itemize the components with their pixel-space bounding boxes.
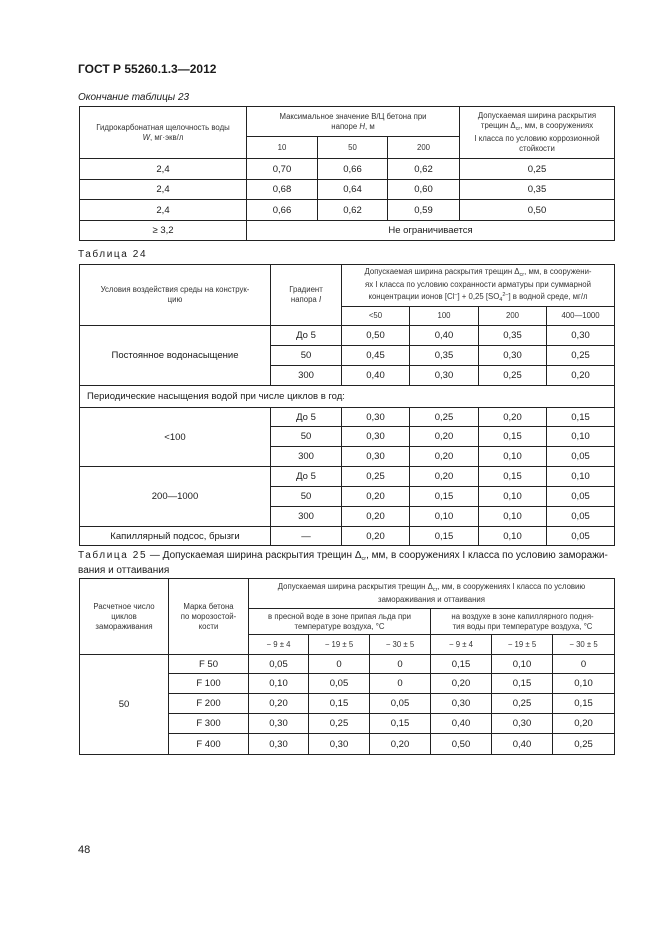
table-cell: 2,4 [80, 180, 247, 200]
table-cell: 0,30 [342, 408, 410, 427]
table-cell: F 100 [169, 674, 249, 694]
document-header: ГОСТ Р 55260.1.3—2012 [78, 62, 217, 76]
table-cell: 0,66 [318, 159, 388, 180]
table-cell: F 200 [169, 694, 249, 714]
table-cell: 0,25 [309, 714, 370, 734]
table-cell: 0,10 [547, 467, 615, 487]
table-cell: 0,40 [492, 734, 553, 755]
header-text: Градиент [289, 285, 323, 294]
caption-text: вания и оттаивания [78, 565, 170, 576]
table-cell: 0,30 [479, 346, 547, 366]
page-number: 48 [78, 844, 91, 856]
table-cell: 0,20 [479, 408, 547, 427]
table-cell: 0,25 [410, 408, 479, 427]
caption-label: Таблица 25 [78, 550, 148, 561]
header-temperature: − 30 ± 5 [553, 635, 615, 655]
header-crack-width [460, 107, 615, 159]
table-cell: 0,10 [249, 674, 309, 694]
table-cell: 300 [271, 507, 342, 527]
header-crack-width [342, 265, 615, 307]
header-text: замораживания [95, 621, 153, 631]
header-text: I класса по условию коррозионной [474, 134, 600, 143]
header-text: температуре воздуха, °С [294, 621, 385, 631]
table-cell: До 5 [271, 408, 342, 427]
table-cell: 0,25 [479, 366, 547, 386]
table-cell: 0,30 [547, 326, 615, 346]
table-cell: F 300 [169, 714, 249, 734]
table-cell: 0,20 [370, 734, 431, 755]
table-cell: 0,05 [547, 487, 615, 507]
header-text: ях I класса по условию сохранности арматуры при суммарной [365, 279, 591, 289]
table-cell: F 50 [169, 655, 249, 674]
table-cell: 0,30 [410, 366, 479, 386]
header-text: трещин Δ [480, 121, 516, 130]
table-cell: 0,30 [249, 734, 309, 755]
table-cell: 0 [370, 674, 431, 694]
header-text: Допускаемая ширина раскрытия [477, 111, 597, 120]
table-cell: 0,15 [547, 408, 615, 427]
table-cell: 0,20 [249, 694, 309, 714]
header-text: , мм, в сооружени- [524, 266, 592, 276]
table-row [80, 386, 615, 408]
table-header-row [80, 107, 615, 137]
table-cell: 0,40 [431, 714, 492, 734]
table-cell: 0,25 [492, 694, 553, 714]
table-cell: 0,20 [410, 427, 479, 447]
header-text: цию [167, 295, 183, 304]
table-cell: 0,25 [547, 346, 615, 366]
header-var: I [318, 295, 322, 304]
table-cell: 0,30 [342, 447, 410, 467]
header-text: тия воды при температуре воздуха, °С [452, 621, 593, 631]
header-var: H [359, 121, 365, 131]
table-cell: 0,60 [388, 180, 460, 200]
table-cell: 50 [271, 427, 342, 447]
table-row [80, 200, 615, 221]
table-cell: 2,4 [80, 159, 247, 180]
header-concentration: 200 [479, 307, 547, 326]
header-temperature: − 9 ± 4 [249, 635, 309, 655]
table-cell: 0,40 [342, 366, 410, 386]
table-cell: 0,15 [410, 487, 479, 507]
table-24 [79, 264, 615, 546]
header-text: циклов [111, 611, 137, 621]
table-cell: 0,05 [547, 447, 615, 467]
header-subscript: 4 [499, 296, 503, 303]
group-label: <100 [80, 408, 271, 467]
header-text: , мм, в сооружениях [520, 121, 594, 130]
table-cell: 0,20 [431, 674, 492, 694]
table-row [80, 655, 615, 674]
table-cell: 0,35 [460, 180, 615, 200]
table-cell: 0,20 [553, 714, 615, 734]
table-cell: 0,20 [547, 366, 615, 386]
table-cell: До 5 [271, 326, 342, 346]
table-cell: 0,25 [342, 467, 410, 487]
caption-text: — Допускаемая ширина раскрытия трещин Δ [147, 550, 362, 561]
table-cell: 0,30 [492, 714, 553, 734]
header-pressure: 10 [247, 137, 318, 159]
table-23-caption-text: Окончание таблицы 23 [78, 92, 190, 103]
header-air [431, 609, 615, 635]
header-text: Гидрокарбонатная щелочность воды [96, 122, 230, 132]
table-cell: 300 [271, 447, 342, 467]
table-row [80, 467, 615, 487]
header-text: , мм, в сооружениях I класса по условию [437, 582, 586, 591]
table-cell: 0,10 [479, 527, 547, 546]
table-cell: 0,05 [547, 507, 615, 527]
header-pressure: 200 [388, 137, 460, 159]
header-concentration: 100 [410, 307, 479, 326]
table-cell: 50 [271, 346, 342, 366]
table-cell: ≥ 3,2 [80, 221, 247, 241]
table-cell: 0,05 [249, 655, 309, 674]
table-row [80, 527, 615, 546]
table-cell: 0,62 [318, 200, 388, 221]
table-cell: 50 [271, 487, 342, 507]
header-text: Условия воздействия среды на конструк- [100, 285, 250, 294]
header-temperature: − 9 ± 4 [431, 635, 492, 655]
table-cell: 0 [553, 655, 615, 674]
table-row [80, 159, 615, 180]
table-cell: 0,10 [479, 447, 547, 467]
group-label: 200—1000 [80, 467, 271, 527]
header-text: на воздухе в зоне капиллярного подня- [451, 611, 594, 621]
header-var: W [142, 132, 150, 142]
table-cell: 0,25 [553, 734, 615, 755]
table-cell: 0,30 [309, 734, 370, 755]
table-cell: 0,20 [410, 467, 479, 487]
header-temperature: − 19 ± 5 [492, 635, 553, 655]
header-text: кости [198, 621, 219, 631]
header-text: Допускаемая ширина раскрытия трещин Δ [277, 582, 433, 591]
table-cell: 0,10 [547, 427, 615, 447]
table-cell: 0,05 [370, 694, 431, 714]
table-cell: 0,40 [410, 326, 479, 346]
table-header-row [80, 579, 615, 609]
table-cell: 0,35 [410, 346, 479, 366]
header-temperature: − 30 ± 5 [370, 635, 431, 655]
header-gradient [271, 265, 342, 326]
table-cell: 0,20 [342, 527, 410, 546]
header-text: замораживания и оттаивания [378, 595, 486, 604]
table-cell: 0 [309, 655, 370, 674]
header-fresh-water [249, 609, 431, 635]
header-max-wc [247, 107, 460, 137]
table-23 [79, 106, 615, 241]
table-cell: 0,20 [342, 487, 410, 507]
header-subscript: cr [432, 587, 438, 593]
table-25 [79, 578, 615, 755]
table-cell: 0,50 [460, 200, 615, 221]
header-text: , мг·экв/л [149, 132, 184, 142]
table-cell: 0,15 [410, 527, 479, 546]
table-row [80, 326, 615, 346]
header-crack-width [249, 579, 615, 609]
table-cell: До 5 [271, 467, 342, 487]
header-text: ] в водной среде, мг/л [508, 291, 588, 301]
header-text: , м [364, 121, 375, 131]
caption-text: , мм, в сооружениях I класса по условию заморажи- [366, 550, 608, 561]
header-pressure: 50 [318, 137, 388, 159]
table-cell: 0,15 [431, 655, 492, 674]
header-conditions [80, 265, 271, 326]
table-cell: 0,50 [342, 326, 410, 346]
header-text: Марка бетона [183, 601, 234, 611]
header-text: Допускаемая ширина раскрытия трещин Δ [364, 266, 520, 276]
header-text: по морозостой- [180, 611, 237, 621]
header-text: стойкости [519, 144, 555, 153]
header-text: в пресной воде в зоне припая льда при [268, 611, 411, 621]
table-cell: 0,30 [249, 714, 309, 734]
table-cell: — [271, 527, 342, 546]
header-subscript: cr [519, 271, 525, 278]
header-text: напоре [331, 121, 360, 131]
table-cell: 0,64 [318, 180, 388, 200]
table-cell: 0,15 [479, 467, 547, 487]
table-cell: 0,45 [342, 346, 410, 366]
table-24-caption: Таблица 24 [78, 249, 148, 260]
header-cycles [80, 579, 169, 655]
table-cell: 0,20 [342, 507, 410, 527]
table-cell: 0,20 [410, 447, 479, 467]
table-cell: 0,10 [492, 655, 553, 674]
header-frost-grade [169, 579, 249, 655]
table-cell: 0,05 [547, 527, 615, 546]
table-cell: 0,15 [553, 694, 615, 714]
table-cell: 0,05 [309, 674, 370, 694]
table-23-caption [78, 92, 189, 104]
table-cell: 0 [370, 655, 431, 674]
cycles-cell: 50 [80, 655, 169, 755]
table-cell: 0,25 [460, 159, 615, 180]
table-cell: 0,10 [553, 674, 615, 694]
table-cell: 0,35 [479, 326, 547, 346]
periodic-saturation-row: Периодические насыщения водой при числе циклов в год: [80, 386, 615, 408]
header-text: концентрации ионов [Cl [368, 291, 455, 301]
table-row [80, 408, 615, 427]
table-cell: Не ограничивается [247, 221, 615, 241]
table-cell: 0,30 [431, 694, 492, 714]
header-text: Максимальное значение В/Ц бетона при [279, 111, 427, 121]
table-cell: 0,50 [431, 734, 492, 755]
table-cell: F 400 [169, 734, 249, 755]
header-temperature: − 19 ± 5 [309, 635, 370, 655]
table-cell: 0,30 [342, 427, 410, 447]
table-row [80, 180, 615, 200]
header-concentration: 400—1000 [547, 307, 615, 326]
table-cell: 0,66 [247, 200, 318, 221]
group-label: Постоянное водонасыщение [80, 326, 271, 386]
table-25-caption [78, 550, 618, 577]
table-cell: Капиллярный подсос, брызги [80, 527, 271, 546]
table-cell: 0,70 [247, 159, 318, 180]
header-subscript: cr [515, 126, 521, 132]
header-water-alkalinity [80, 107, 247, 159]
header-text: напора [290, 295, 319, 304]
table-cell: 0,15 [479, 427, 547, 447]
table-header-row [80, 265, 615, 307]
table-cell: 0,10 [410, 507, 479, 527]
table-cell: 2,4 [80, 200, 247, 221]
table-cell: 0,15 [492, 674, 553, 694]
header-concentration: <50 [342, 307, 410, 326]
table-cell: 0,68 [247, 180, 318, 200]
table-cell: 0,10 [479, 507, 547, 527]
table-row [80, 221, 615, 241]
table-cell: 0,59 [388, 200, 460, 221]
table-cell: 0,15 [370, 714, 431, 734]
table-cell: 300 [271, 366, 342, 386]
caption-subscript: cr [361, 556, 367, 562]
header-text: Расчетное число [93, 601, 155, 611]
header-superscript: 2– [502, 291, 509, 298]
header-text: ] + 0,25 [SO [457, 291, 500, 301]
table-cell: 0,15 [309, 694, 370, 714]
table-cell: 0,62 [388, 159, 460, 180]
header-superscript: – [454, 291, 458, 298]
table-cell: 0,10 [479, 487, 547, 507]
